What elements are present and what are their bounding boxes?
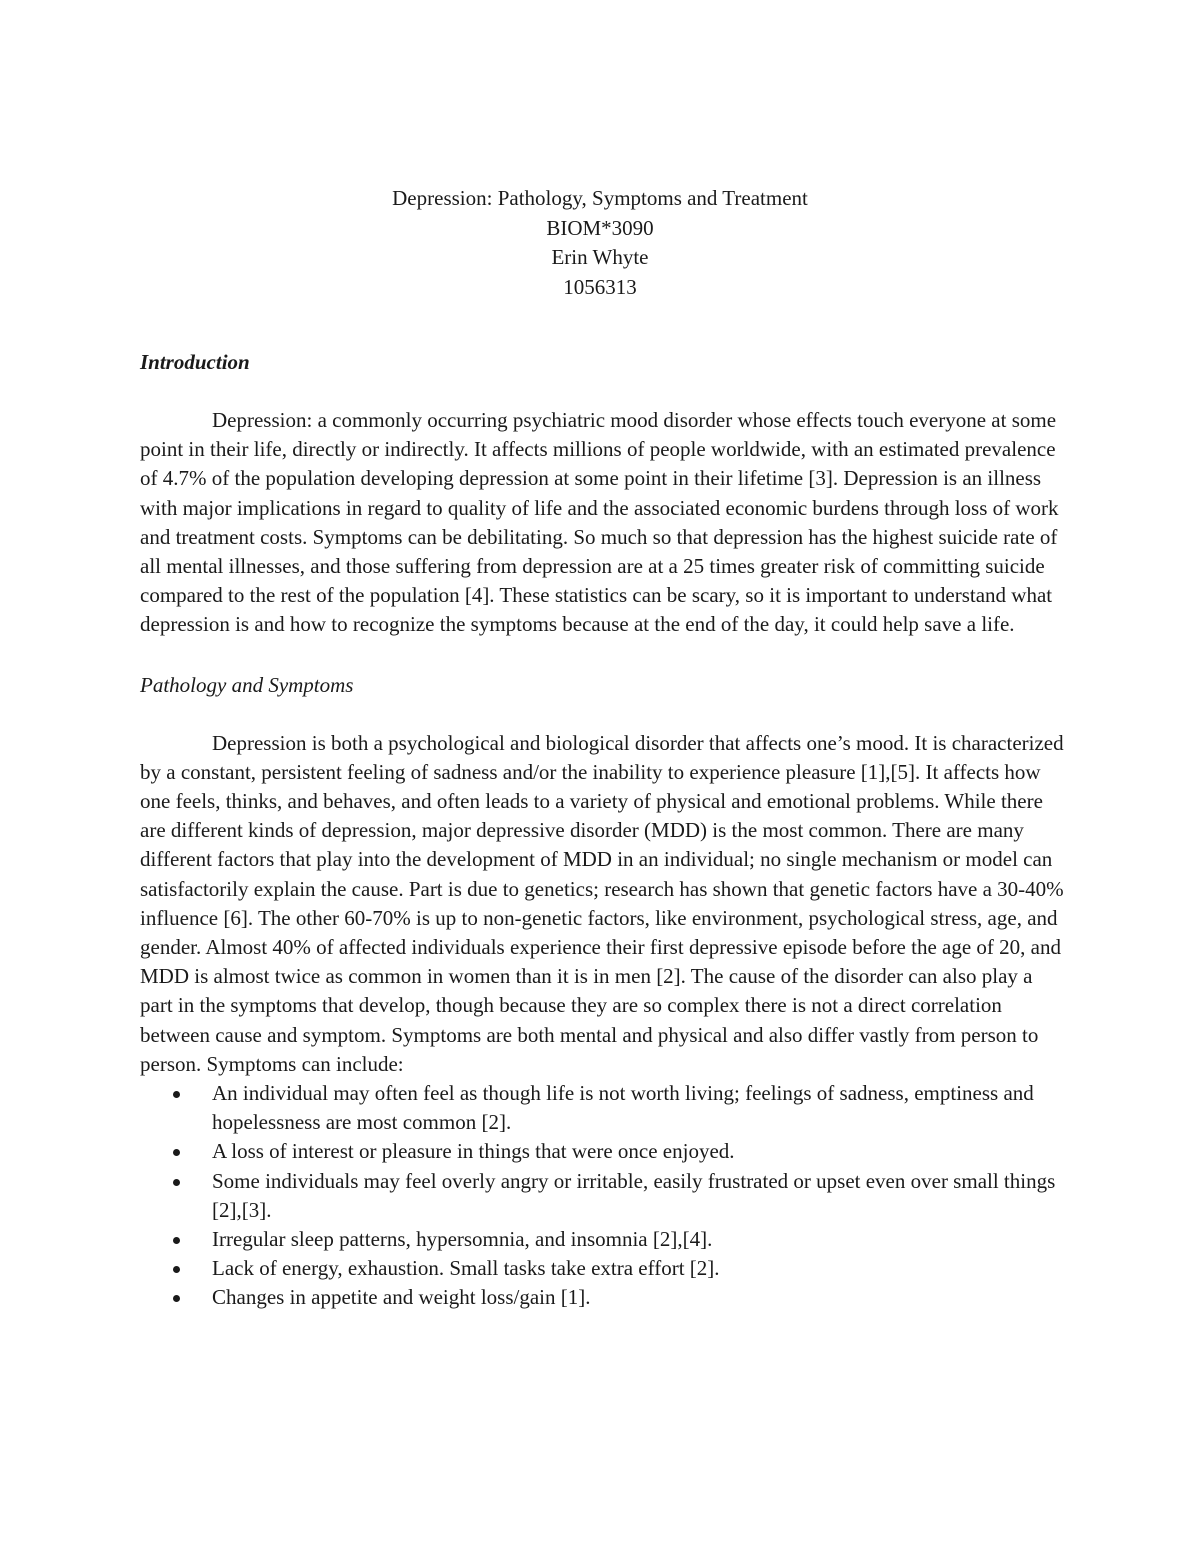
symptom-item: Irregular sleep patterns, hypersomnia, and insomnia [2],[4]. (212, 1225, 1065, 1254)
introduction-heading: Introduction (140, 350, 250, 374)
title-block (0, 184, 1200, 302)
symptoms-list (140, 1079, 1065, 1313)
symptom-item: An individual may often feel as though life is not worth living; feelings of sadness, emptiness and hopelessness are most common [2]. (212, 1079, 1065, 1137)
pathology-paragraph: Depression is both a psychological and biological disorder that affects one’s mood. It is characterized by a constant, persistent feeling of sadness and/or the inability to experience pleasure [1],[5]. It affects how one feels, thinks, and behaves, and often leads to a variety of physical and emotional problems. While there are different kinds of depression, major depressive disorder (MDD) is the most common. There are many different factors that play into the development of MDD in an individual; no single mechanism or model can satisfactorily explain the cause. Part is due to genetics; research has shown that genetic factors have a 30-40% influence [6]. The other 60-70% is up to non-genetic factors, like environment, psychological stress, age, and gender. Almost 40% of affected individuals experience their first depressive episode before the age of 20, and MDD is almost twice as common in women than it is in men [2]. The cause of the disorder can also play a part in the symptoms that develop, though because they are so complex there is not a direct correlation between cause and symptom. Symptoms are both mental and physical and also differ vastly from person to person. Symptoms can include: (140, 730, 1064, 1076)
document-title: Depression: Pathology, Symptoms and Treatment (392, 186, 808, 210)
introduction-paragraph: Depression: a commonly occurring psychiatric mood disorder whose effects touch everyone at some point in their life, directly or indirectly. It affects millions of people worldwide, with an estimated prevalence of 4.7% of the population developing depression at some point in their lifetime [3]. Depression is an illness with major implications in regard to quality of life and the associated economic burdens through loss of work and treatment costs. Symptoms can be debilitating. So much so that depression has the highest suicide rate of all mental illnesses, and those suffering from depression are at a 25 times greater risk of committing suicide compared to the rest of the population [4]. These statistics can be scary, so it is important to understand what depression is and how to recognize the symptoms because at the end of the day, it could help save a life. (140, 408, 1059, 637)
author-name: Erin Whyte (551, 245, 649, 269)
symptom-item: Lack of energy, exhaustion. Small tasks take extra effort [2]. (212, 1254, 1065, 1283)
student-id: 1056313 (563, 274, 637, 299)
symptom-item: A loss of interest or pleasure in things that were once enjoyed. (212, 1137, 1065, 1166)
symptom-item: Some individuals may feel overly angry or irritable, easily frustrated or upset even over small things [2],[3]. (212, 1167, 1065, 1225)
course-code: BIOM*3090 (546, 215, 654, 240)
document-body (140, 347, 1065, 1313)
symptom-item: Changes in appetite and weight loss/gain [1]. (212, 1283, 1065, 1312)
pathology-heading: Pathology and Symptoms (140, 672, 354, 697)
